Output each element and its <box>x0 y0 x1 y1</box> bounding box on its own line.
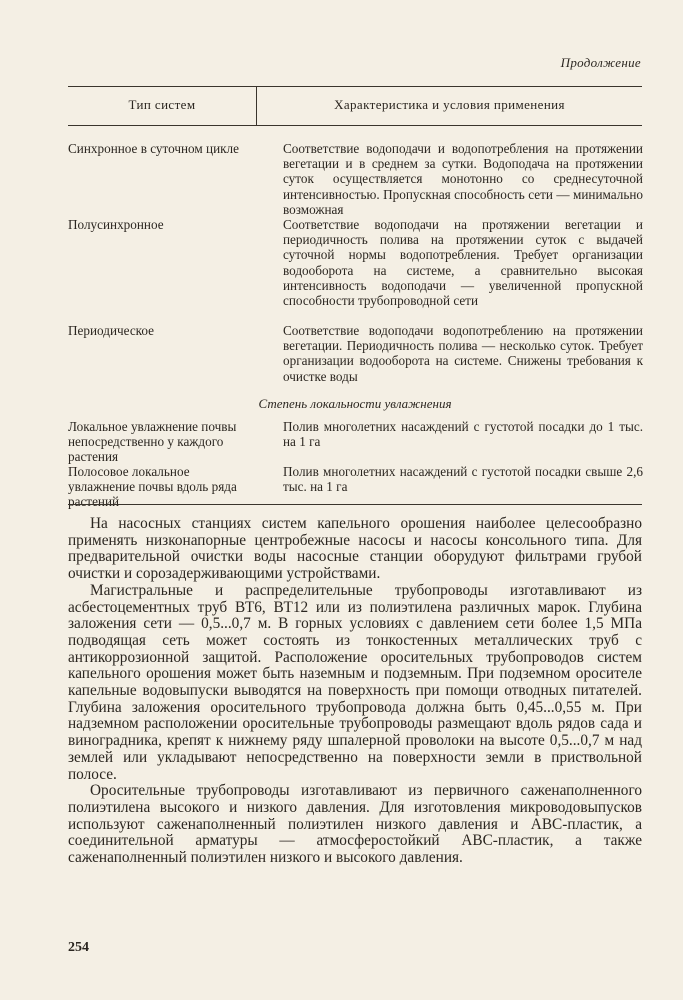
table-header <box>68 86 642 126</box>
row-type: Полусинхронное <box>68 217 164 232</box>
row-type: Полосовое локальное увлажнение почвы вдоль ряда растений <box>68 464 237 510</box>
row-type: Периодическое <box>68 323 155 338</box>
row-description: Соответствие водоподачи и водопотребления на протяжении вегетации и в среднем за сутки. Водоподача на протяжении суток осуществляется монотонно со среднесуточной интенсивностью. Пропускная способность сети — минимально возможная <box>283 141 643 217</box>
column-header-type: Тип систем <box>128 97 196 112</box>
column-header-characteristics: Характеристика и условия применения <box>334 97 565 112</box>
row-description: Соответствие водоподачи на протяжении вегетации и периодичность полива на протяжении суток с выдачей суточной нормы водопотребления. Требует организации водооборота на системе, а сравнительно высокая интенсивность водоподачи — увеличенной пропускной способности трубопроводной сети <box>283 217 643 309</box>
row-description: Полив многолетних насаждений с густотой посадки свыше 2,6 тыс. на 1 га <box>283 464 643 495</box>
table-section-title: Степень локальности увлажнения <box>258 396 452 411</box>
paragraph: На насосных станциях систем капельного орошения наиболее целесообразно применять низконапорные центробежные насосы и насосы консольного типа. Для предварительной очистки воды насосные станции оборудуют фильтрами грубой очистки и сорозадерживающими устройствами. <box>68 515 642 583</box>
page-number: 254 <box>68 940 89 955</box>
row-type: Локальное увлажнение почвы непосредственно у каждого растения <box>68 419 237 465</box>
row-description: Полив многолетних насаждений с густотой посадки до 1 тыс. на 1 га <box>283 419 643 450</box>
continuation-label: Продолжение <box>560 55 641 70</box>
row-type: Синхронное в суточном цикле <box>68 141 239 156</box>
table-bottom-rule <box>68 504 642 505</box>
row-description: Соответствие водоподачи водопотреблению на протяжении вегетации. Периодичность полива — несколько суток. Требует организации водооборота на системе. Снижены требования к очистке воды <box>283 323 643 384</box>
paragraph: Оросительные трубопроводы изготавливают из первичного саженаполненного полиэтилена высокого и низкого давления. Для изготовления микроводовыпусков используют саженаполненный полиэтилен низкого давления и АВС-пластик, а соединительной арматуры — атмосферостойкий АВС-пластик, а также саженаполненный полиэтилен низкого и высокого давления. <box>68 782 642 867</box>
paragraph: Магистральные и распределительные трубопроводы изготавливают из асбестоцементных труб ВТ6, ВТ12 или из полиэтилена различных марок. Глубина заложения сети — 0,5...0,7 м. В горных условиях с давлением сети более 1,5 МПа подводящая сеть может состоять из тонкостенных металлических труб с антикоррозионной защитой. Расположение оросительных трубопроводов систем капельного орошения может быть наземным и подземным. При подземном оросителе капельные водовыпуски выводятся на поверхность при помощи отводных питателей. Глубина заложения оросительного трубопровода должна быть 0,45...0,55 м. При надземном расположении оросительные трубопроводы размещают вдоль рядов сада и виноградника, крепят к нижнему ряду шпалерной проволоки на высоте 0,5...0,7 м над землей или укладывают непосредственно на поверхности земли в приствольной полосе. <box>68 581 642 783</box>
body-text <box>68 516 642 867</box>
